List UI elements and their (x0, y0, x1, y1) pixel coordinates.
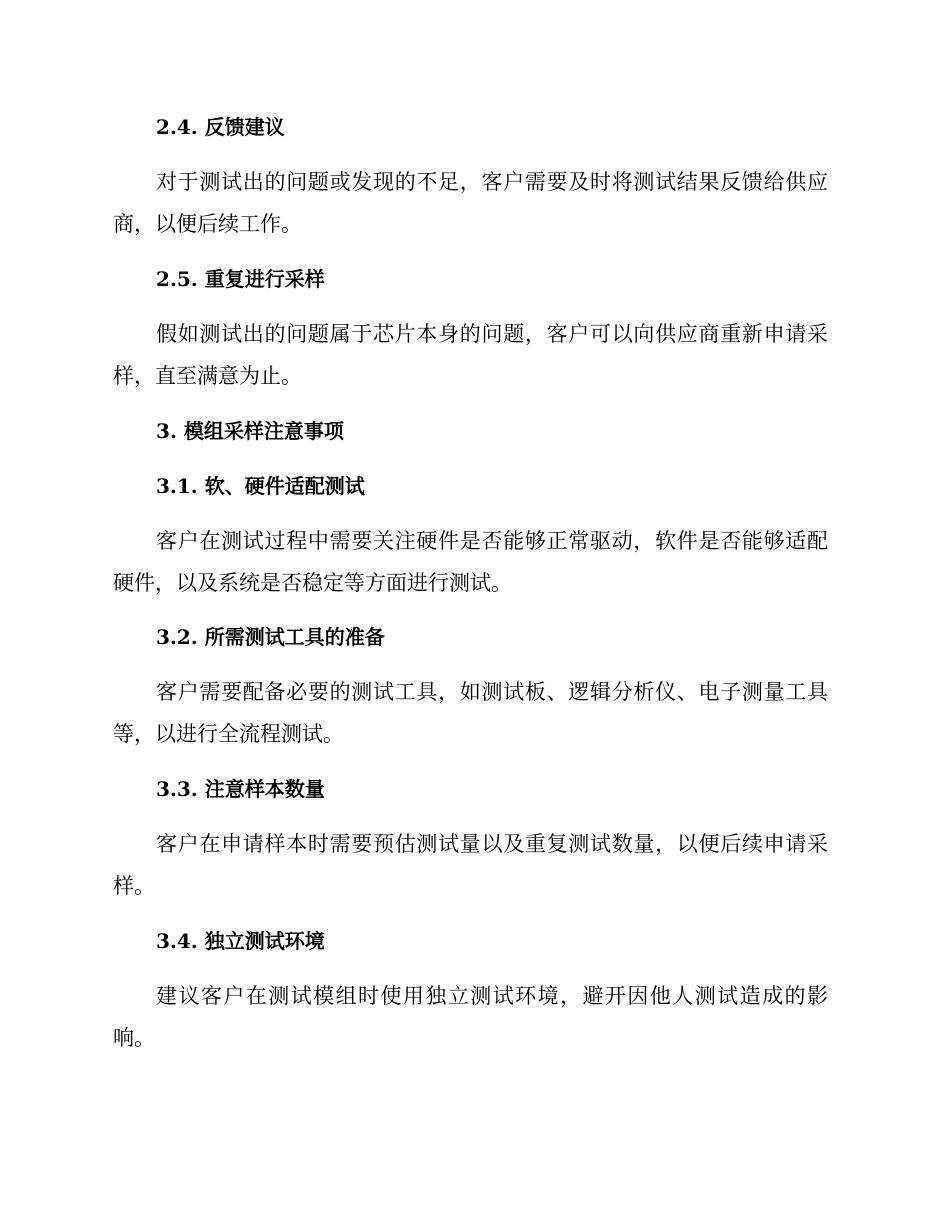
paragraph-3-1-line-1: 客户在测试过程中需要关注硬件是否能够正常驱动，软件是否能够适配 (156, 529, 828, 553)
paragraph-3-3-line-1: 客户在申请样本时需要预估测试量以及重复测试数量，以便后续申请采 (156, 832, 828, 856)
paragraph-3-1-line-2: 硬件，以及系统是否稳定等方面进行测试。 (113, 571, 512, 595)
paragraph-2-5-line-2: 样，直至满意为止。 (113, 364, 302, 388)
paragraph-3-3-line-2: 样。 (113, 874, 155, 898)
section-heading-2-5: 2.5. 重复进行采样 (156, 267, 325, 291)
section-heading-3-4: 3.4. 独立测试环境 (156, 929, 325, 953)
section-heading-3-3: 3.3. 注意样本数量 (156, 777, 325, 801)
paragraph-2-4-line-1: 对于测试出的问题或发现的不足，客户需要及时将测试结果反馈给供应 (156, 170, 828, 194)
paragraph-3-2-line-1: 客户需要配备必要的测试工具，如测试板、逻辑分析仪、电子测量工具 (156, 680, 828, 704)
paragraph-3-2-line-2: 等，以进行全流程测试。 (113, 722, 344, 746)
section-heading-3: 3. 模组采样注意事项 (156, 419, 344, 443)
paragraph-2-5-line-1: 假如测试出的问题属于芯片本身的问题，客户可以向供应商重新申请采 (156, 322, 828, 346)
paragraph-3-4-line-2: 响。 (113, 1026, 155, 1050)
paragraph-2-4-line-2: 商，以便后续工作。 (113, 212, 302, 236)
section-heading-2-4: 2.4. 反馈建议 (156, 115, 285, 139)
section-heading-3-1: 3.1. 软、硬件适配测试 (156, 474, 365, 498)
paragraph-3-4-line-1: 建议客户在测试模组时使用独立测试环境，避开因他人测试造成的影 (156, 984, 828, 1008)
section-heading-3-2: 3.2. 所需测试工具的准备 (156, 625, 385, 649)
